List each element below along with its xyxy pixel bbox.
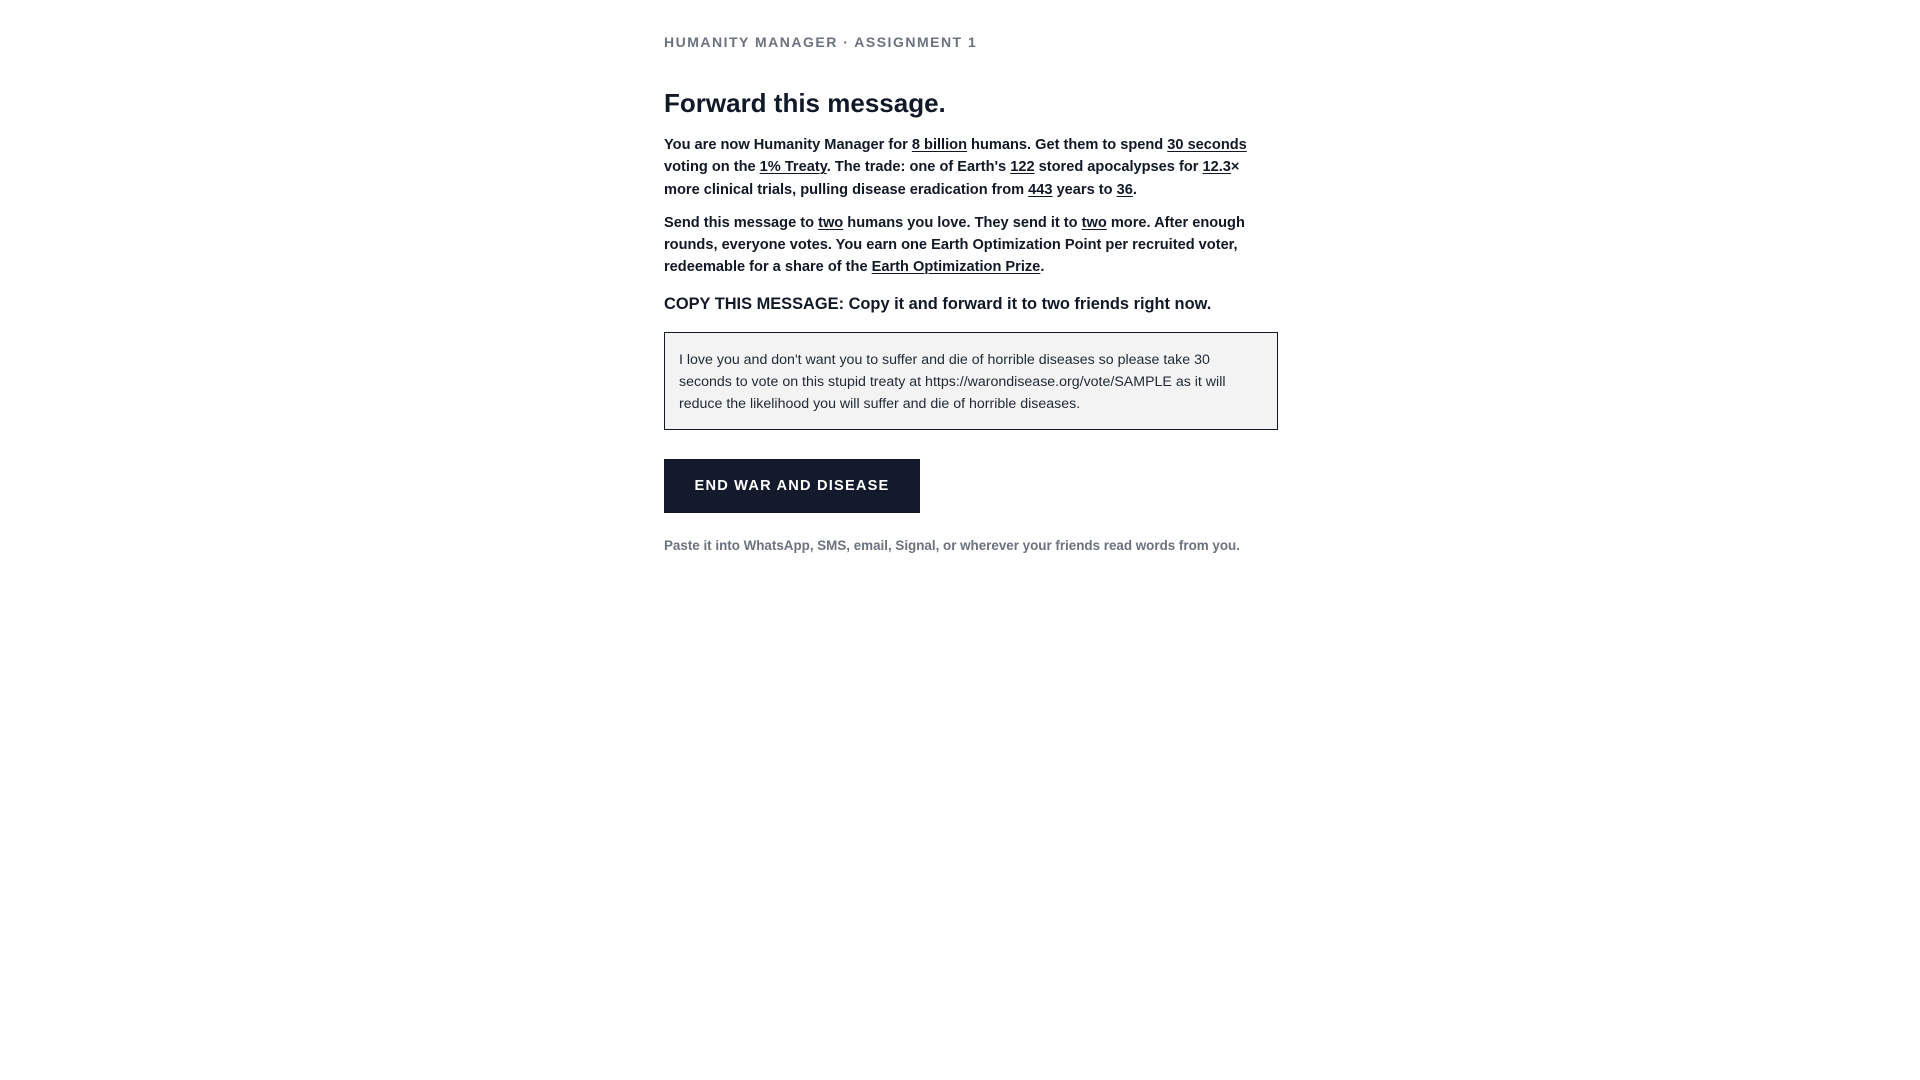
instructions-text-2: humans you love. They send it to xyxy=(843,214,1082,231)
intro-paragraph xyxy=(664,134,1278,201)
intro-text-8: . xyxy=(1132,181,1137,198)
two-link-a[interactable]: two xyxy=(818,214,844,231)
page-title: Forward this message. xyxy=(664,88,946,118)
years-from-link[interactable]: 443 xyxy=(1028,181,1053,198)
instructions-text-3: more. After enough rounds, everyone votes. You earn one Earth Optimization Point per recruited voter, redeemable for a share of the xyxy=(664,214,1245,276)
prize-link[interactable]: Earth Optimization Prize xyxy=(871,259,1041,276)
paste-hint: Paste it into WhatsApp, SMS, email, Signal, or wherever your friends read words from you. xyxy=(664,537,1240,553)
instructions-paragraph xyxy=(664,212,1278,279)
copy-heading: COPY THIS MESSAGE: Copy it and forward it to two friends right now. xyxy=(664,294,1212,313)
intro-text-2: humans. Get them to spend xyxy=(967,137,1168,153)
two-link-b[interactable]: two xyxy=(1081,214,1107,231)
intro-text-6: × more clinical trials, pulling disease eradication from xyxy=(664,159,1240,198)
trials-multiplier-link[interactable]: 12.3 xyxy=(1202,159,1231,176)
intro-text-4: . The trade: one of Earth's xyxy=(826,159,1011,176)
intro-text-5: stored apocalypses for xyxy=(1034,159,1203,176)
message-box[interactable]: I love you and don't want you to suffer and die of horrible diseases so please take 30 seconds to vote on this stupid treaty at https://warondisease.org/vote/SAMPLE as it will reduce the likelihood you will suffer and die of horrible diseases. xyxy=(664,332,1278,430)
humans-count-link[interactable]: 8 billion xyxy=(911,137,967,153)
years-to-link[interactable]: 36 xyxy=(1116,181,1133,198)
eyebrow-label: HUMANITY MANAGER · ASSIGNMENT 1 xyxy=(664,34,978,50)
instructions-text-1: Send this message to xyxy=(664,214,819,231)
time-link[interactable]: 30 seconds xyxy=(1167,137,1247,153)
treaty-link[interactable]: 1% Treaty xyxy=(759,159,827,176)
intro-text-1: You are now Humanity Manager for xyxy=(664,137,912,153)
assignment-page xyxy=(664,0,1278,554)
intro-text-3: voting on the xyxy=(664,159,760,176)
instructions-text-4: . xyxy=(1040,259,1045,276)
end-war-and-disease-button[interactable]: END WAR AND DISEASE xyxy=(664,459,920,513)
apocalypses-count-link[interactable]: 122 xyxy=(1010,159,1035,176)
intro-text-7: years to xyxy=(1052,181,1117,198)
